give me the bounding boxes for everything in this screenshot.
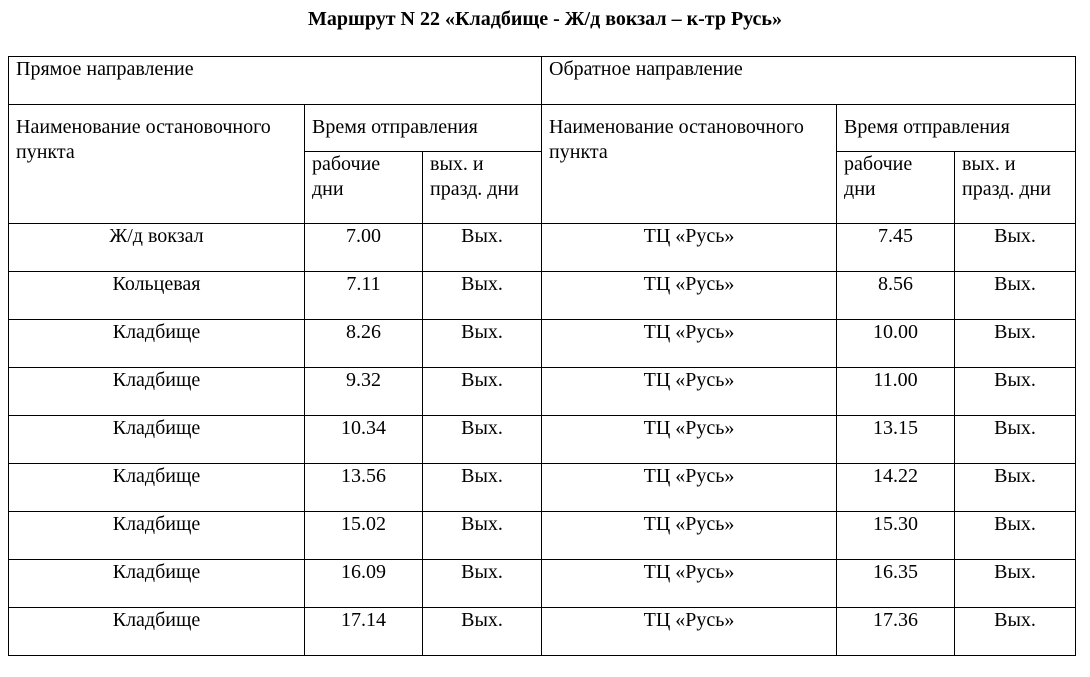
forward-weekend-time: Вых. bbox=[423, 416, 542, 464]
forward-workdays-time: 15.02 bbox=[305, 512, 423, 560]
table-row bbox=[9, 272, 1076, 320]
forward-stop-cell: Кладбище bbox=[9, 464, 305, 512]
forward-workdays-time: 7.00 bbox=[305, 224, 423, 272]
forward-stop-cell: Кладбище bbox=[9, 512, 305, 560]
backward-weekend-time: Вых. bbox=[955, 368, 1076, 416]
forward-workdays-time: 7.11 bbox=[305, 272, 423, 320]
backward-workdays-time: 7.45 bbox=[837, 224, 955, 272]
forward-weekend-time: Вых. bbox=[423, 512, 542, 560]
page-title: Маршрут N 22 «Кладбище - Ж/д вокзал – к-тр Русь» bbox=[307, 8, 783, 30]
forward-workdays-header: рабочие дни bbox=[305, 152, 423, 224]
forward-weekend-time: Вых. bbox=[423, 320, 542, 368]
forward-workdays-time: 16.09 bbox=[305, 560, 423, 608]
schedule-table bbox=[8, 56, 1076, 656]
table-row bbox=[9, 608, 1076, 656]
forward-workdays-time: 8.26 bbox=[305, 320, 423, 368]
forward-stop-header: Наименование остановочного пункта bbox=[9, 105, 305, 224]
backward-weekend-time: Вых. bbox=[955, 608, 1076, 656]
backward-weekend-time: Вых. bbox=[955, 320, 1076, 368]
backward-stop-cell: ТЦ «Русь» bbox=[542, 512, 837, 560]
forward-time-header: Время отправления bbox=[305, 105, 542, 152]
backward-weekend-time: Вых. bbox=[955, 464, 1076, 512]
backward-workdays-header: рабочие дни bbox=[837, 152, 955, 224]
backward-workdays-time: 13.15 bbox=[837, 416, 955, 464]
forward-workdays-time: 9.32 bbox=[305, 368, 423, 416]
backward-direction-label: Обратное направление bbox=[542, 57, 1076, 105]
backward-stop-cell: ТЦ «Русь» bbox=[542, 320, 837, 368]
backward-weekend-time: Вых. bbox=[955, 512, 1076, 560]
forward-stop-cell: Кладбище bbox=[9, 368, 305, 416]
forward-stop-cell: Кладбище bbox=[9, 560, 305, 608]
backward-stop-header: Наименование остановочного пункта bbox=[542, 105, 837, 224]
backward-stop-cell: ТЦ «Русь» bbox=[542, 368, 837, 416]
backward-stop-cell: ТЦ «Русь» bbox=[542, 608, 837, 656]
backward-weekend-time: Вых. bbox=[955, 224, 1076, 272]
backward-stop-cell: ТЦ «Русь» bbox=[542, 416, 837, 464]
forward-weekend-time: Вых. bbox=[423, 608, 542, 656]
backward-weekend-header: вых. и празд. дни bbox=[955, 152, 1076, 224]
forward-stop-cell: Кольцевая bbox=[9, 272, 305, 320]
forward-weekend-time: Вых. bbox=[423, 464, 542, 512]
backward-weekend-time: Вых. bbox=[955, 560, 1076, 608]
forward-weekend-time: Вых. bbox=[423, 368, 542, 416]
forward-workdays-time: 10.34 bbox=[305, 416, 423, 464]
forward-weekend-header: вых. и празд. дни bbox=[423, 152, 542, 224]
forward-stop-cell: Кладбище bbox=[9, 320, 305, 368]
table-row bbox=[9, 320, 1076, 368]
backward-stop-cell: ТЦ «Русь» bbox=[542, 464, 837, 512]
direction-header-row bbox=[9, 57, 1076, 105]
forward-weekend-time: Вых. bbox=[423, 560, 542, 608]
backward-workdays-time: 11.00 bbox=[837, 368, 955, 416]
backward-stop-cell: ТЦ «Русь» bbox=[542, 272, 837, 320]
backward-workdays-time: 10.00 bbox=[837, 320, 955, 368]
backward-weekend-time: Вых. bbox=[955, 416, 1076, 464]
table-row bbox=[9, 512, 1076, 560]
backward-workdays-time: 15.30 bbox=[837, 512, 955, 560]
forward-stop-cell: Ж/д вокзал bbox=[9, 224, 305, 272]
backward-stop-cell: ТЦ «Русь» bbox=[542, 560, 837, 608]
table-row bbox=[9, 560, 1076, 608]
backward-workdays-time: 16.35 bbox=[837, 560, 955, 608]
forward-stop-cell: Кладбище bbox=[9, 608, 305, 656]
backward-weekend-time: Вых. bbox=[955, 272, 1076, 320]
table-row bbox=[9, 224, 1076, 272]
backward-stop-cell: ТЦ «Русь» bbox=[542, 224, 837, 272]
table-row bbox=[9, 416, 1076, 464]
backward-time-header: Время отправления bbox=[837, 105, 1076, 152]
table-row bbox=[9, 464, 1076, 512]
forward-workdays-time: 13.56 bbox=[305, 464, 423, 512]
backward-workdays-time: 17.36 bbox=[837, 608, 955, 656]
forward-weekend-time: Вых. bbox=[423, 272, 542, 320]
column-header-row bbox=[9, 105, 1076, 152]
forward-workdays-time: 17.14 bbox=[305, 608, 423, 656]
forward-stop-cell: Кладбище bbox=[9, 416, 305, 464]
backward-workdays-time: 14.22 bbox=[837, 464, 955, 512]
backward-workdays-time: 8.56 bbox=[837, 272, 955, 320]
forward-direction-label: Прямое направление bbox=[9, 57, 542, 105]
table-row bbox=[9, 368, 1076, 416]
forward-weekend-time: Вых. bbox=[423, 224, 542, 272]
